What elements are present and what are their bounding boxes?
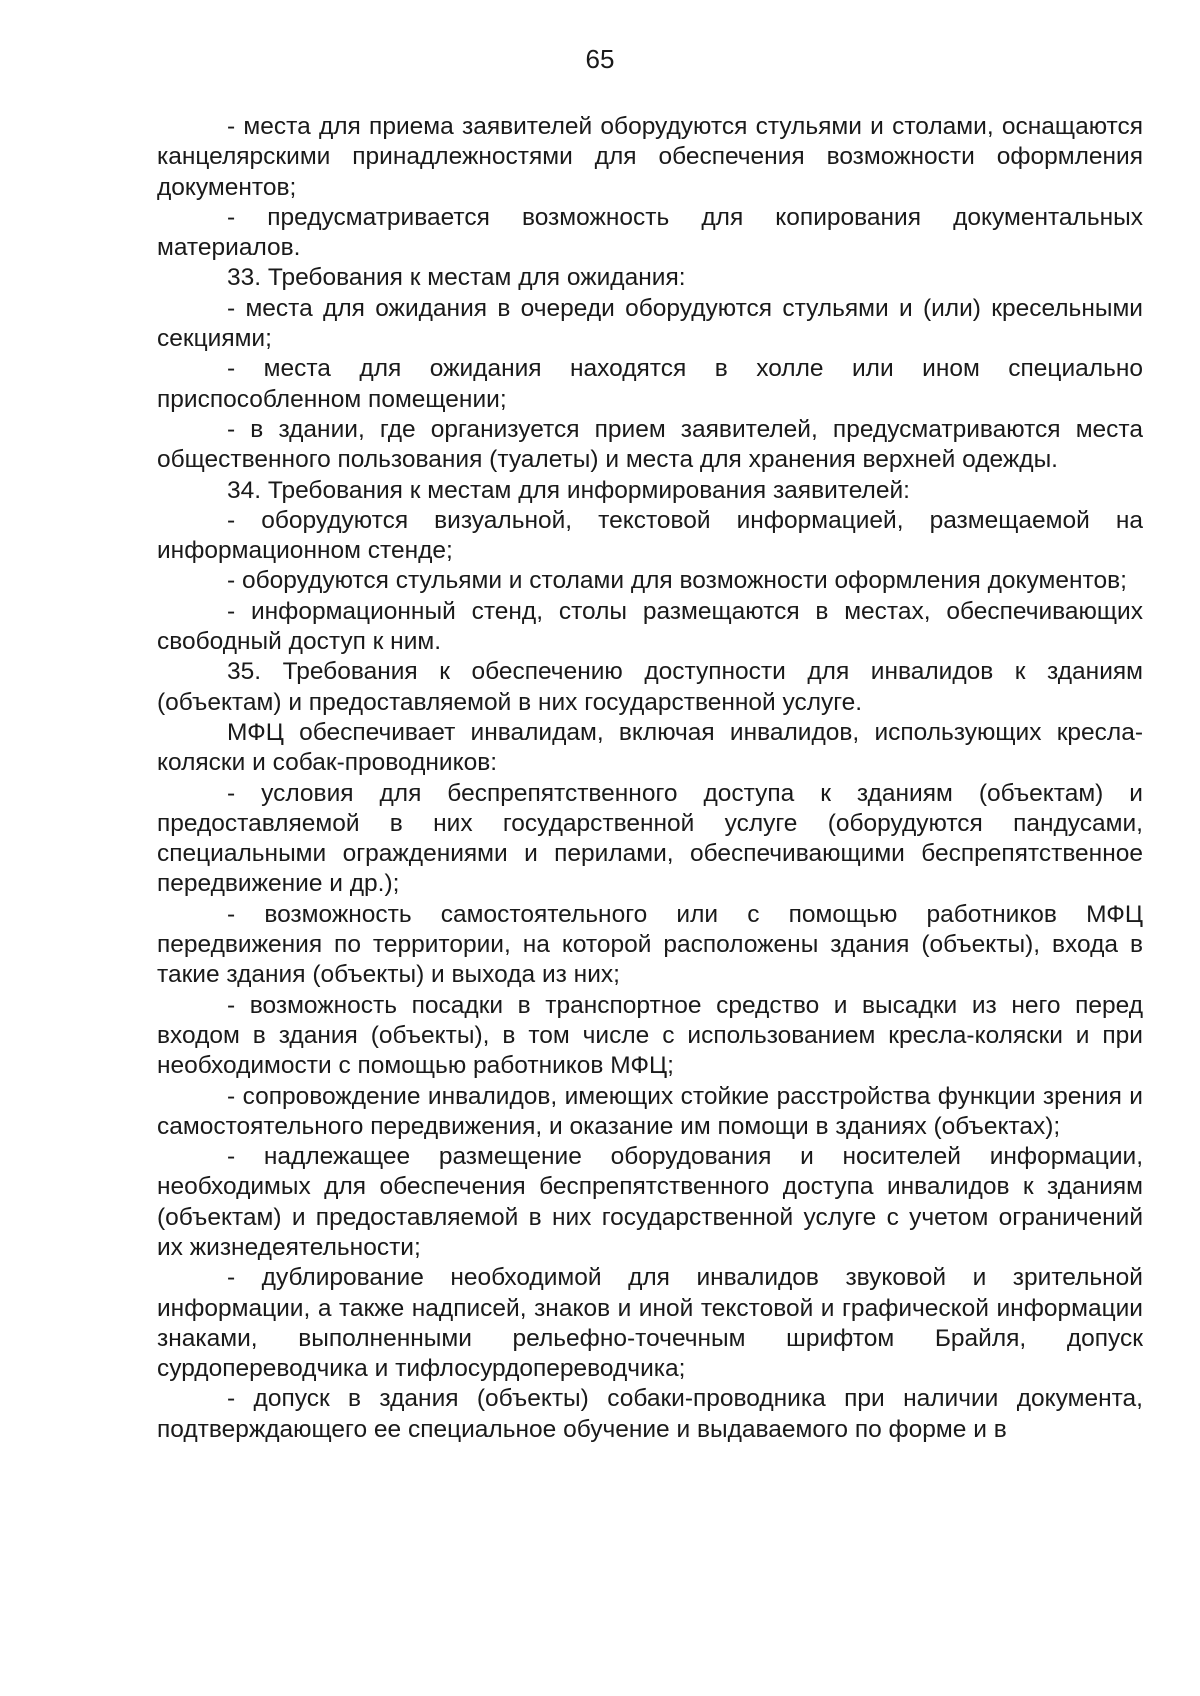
section-heading-35: 35. Требования к обеспечению доступности для инвалидов к зданиям (объектам) и предоставляемой в них государственной услуге. (157, 658, 1143, 716)
paragraph-info-access: - информационный стенд, столы размещаются в местах, обеспечивающих свободный доступ к ним. (157, 597, 1143, 656)
section-heading-34: 34. Требования к местам для информирования заявителей: (227, 476, 910, 504)
paragraph-braille-duplication: - дублирование необходимой для инвалидов звуковой и зрительной информации, а также надписей, знаков и иной текстовой и графической информации знаками, выполненными рельефно-точечным шрифтом Брайля, допуск сурдопереводчика и тифлосурдопереводчика; (157, 1264, 1143, 1383)
page-number: 65 (585, 44, 615, 74)
paragraph-transport-boarding: - возможность посадки в транспортное средство и высадки из него перед входом в здания (объекты), в том числе с использованием кресла-коляски и при необходимости с помощью работников МФЦ; (157, 991, 1143, 1080)
paragraph-waiting-hall: - места для ожидания находятся в холле или ином специально приспособленном помещении; (157, 355, 1143, 413)
document-body (157, 112, 1143, 1445)
paragraph-movement-territory: - возможность самостоятельного или с помощью работников МФЦ передвижения по территории, на которой расположены здания (объекты), входа в такие здания (объекты) и выхода из них; (157, 900, 1143, 989)
paragraph-public-facilities: - в здании, где организуется прием заявителей, предусматриваются места общественного пользования (туалеты) и места для хранения верхней одежды. (157, 415, 1143, 474)
section-heading-33: 33. Требования к местам для ожидания: (227, 264, 686, 292)
paragraph-workplace-furniture: - места для приема заявителей оборудуются стульями и столами, оснащаются канцелярскими принадлежностями для обеспечения возможности оформления документов; (157, 113, 1143, 201)
paragraph-waiting-seats: - места для ожидания в очереди оборудуются стульями и (или) кресельными секциями; (157, 294, 1143, 353)
paragraph-equipment-placement: - надлежащее размещение оборудования и носителей информации, необходимых для обеспечения беспрепятственного доступа инвалидов к зданиям (объектам) и предоставляемой в них государственной услуге с учетом ограничений их жизнедеятельности; (157, 1143, 1143, 1261)
paragraph-info-furniture: - оборудуются стульями и столами для возможности оформления документов; (227, 567, 1127, 595)
paragraph-info-stand: - оборудуются визуальной, текстовой информацией, размещаемой на информационном стенде; (157, 506, 1143, 565)
paragraph-copying: - предусматривается возможность для копирования документальных материалов. (157, 203, 1143, 262)
paragraph-unobstructed-access: - условия для беспрепятственного доступа к зданиям (объектам) и предоставляемой в них государственной услуге (оборудуются пандусами, специальными ограждениями и перилами, обеспечивающими беспрепятственное передвижение и др.); (157, 779, 1143, 898)
paragraph-mfc-provides: МФЦ обеспечивает инвалидам, включая инвалидов, использующих кресла-коляски и собак-проводников: (157, 718, 1143, 777)
paragraph-guide-dog: - допуск в здания (объекты) собаки-проводника при наличии документа, подтверждающего ее специальное обучение и выдаваемого по форме и в (157, 1385, 1143, 1443)
paragraph-accompaniment: - сопровождение инвалидов, имеющих стойкие расстройства функции зрения и самостоятельного передвижения, и оказание им помощи в зданиях (объектах); (157, 1082, 1143, 1140)
